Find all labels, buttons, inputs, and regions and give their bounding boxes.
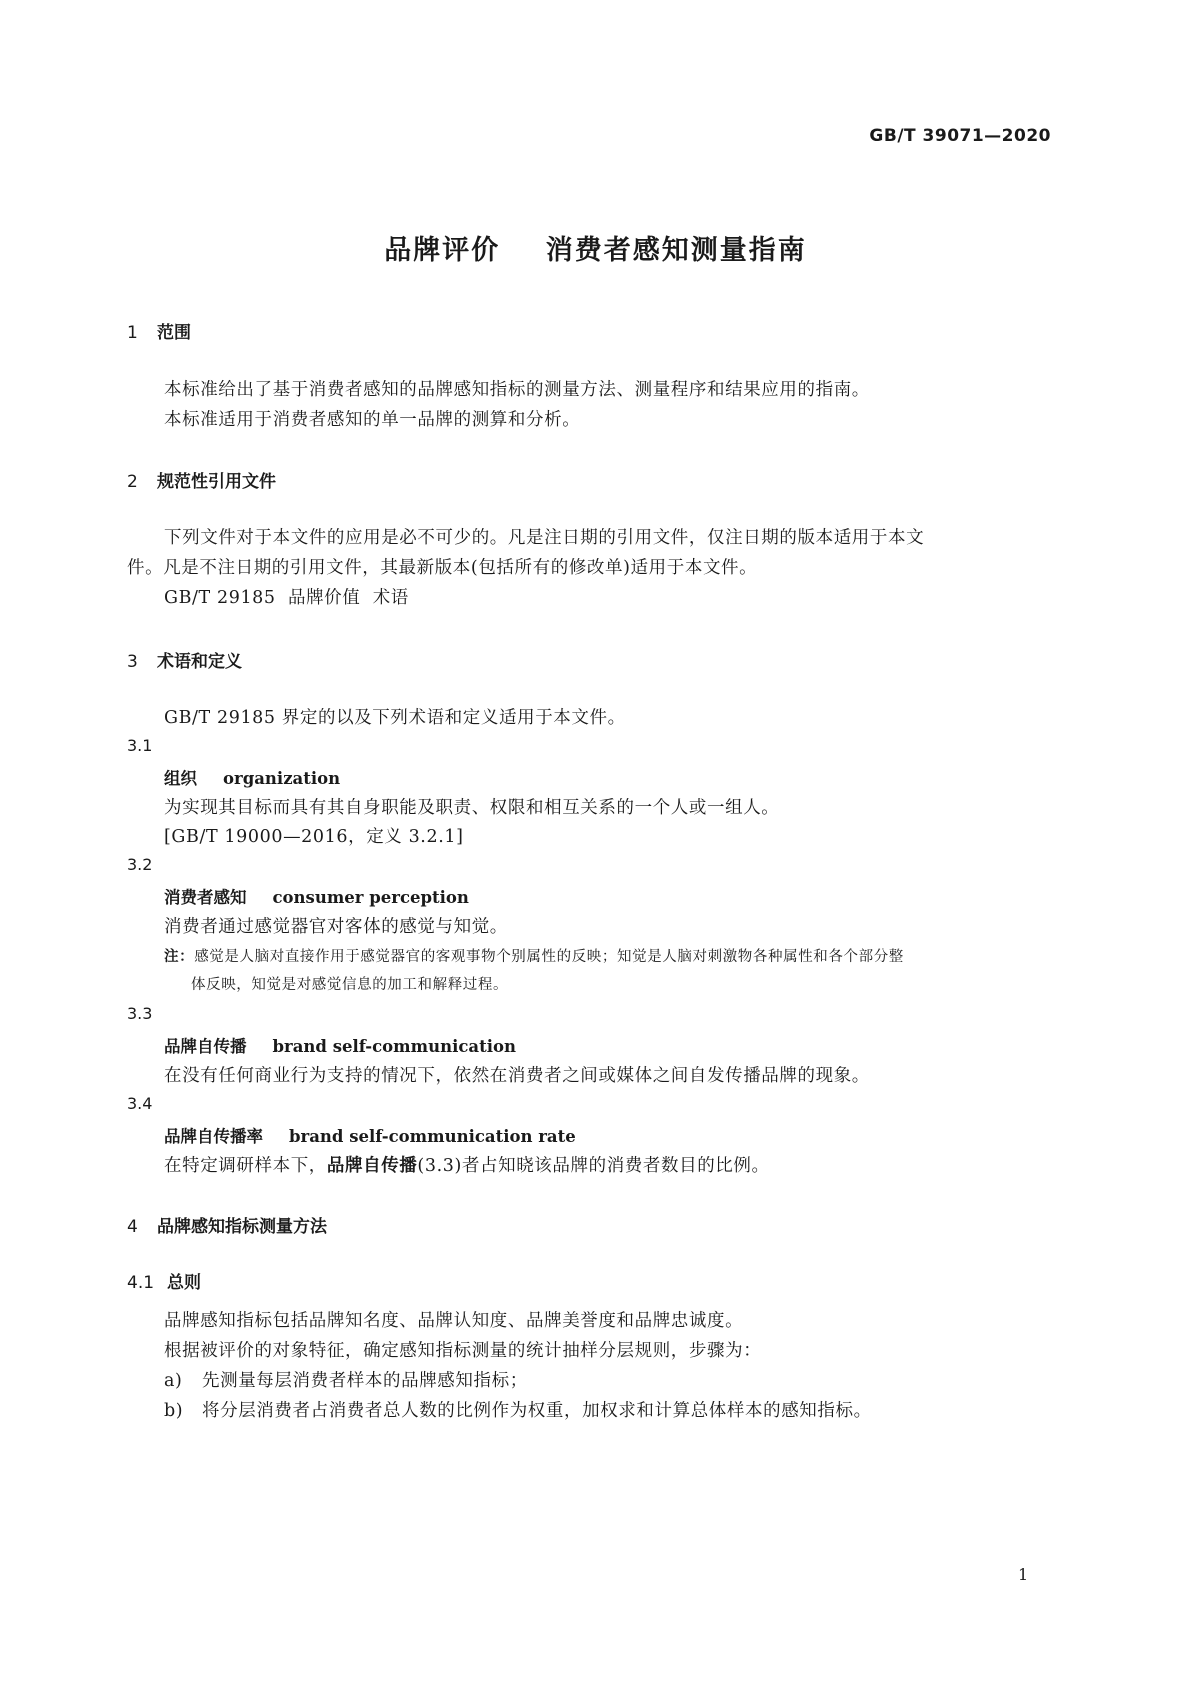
term-zh: 品牌自传播率 — [164, 1127, 263, 1146]
list-marker: b) — [164, 1401, 184, 1421]
paragraph: 品牌感知指标包括品牌知名度、品牌认知度、品牌美誉度和品牌忠诚度。 — [164, 1311, 744, 1331]
term-en: brand self-communication — [272, 1037, 516, 1056]
term-number: 3.4 — [127, 1094, 153, 1113]
section-number: 4 — [127, 1217, 138, 1237]
section-2-heading — [127, 467, 276, 492]
subsection-4-1-heading — [127, 1268, 201, 1293]
section-title: 规范性引用文件 — [157, 472, 276, 492]
section-number: 1 — [127, 323, 138, 343]
term-reference: 品牌自传播 — [326, 1156, 418, 1176]
section-number: 4.1 — [127, 1273, 155, 1293]
section-number: 3 — [127, 652, 138, 672]
document-title: 品牌评价 消费者感知测量指南 — [384, 235, 807, 266]
normative-reference: GB/T 29185 品牌价值 术语 — [164, 588, 409, 608]
term-en: organization — [223, 769, 341, 788]
term-title — [164, 1123, 576, 1147]
term-number: 3.2 — [127, 855, 153, 874]
term-zh: 消费者感知 — [164, 888, 247, 907]
note — [164, 945, 904, 966]
term-en: consumer perception — [272, 888, 469, 907]
term-definition: 为实现其目标而具有其自身职能及职责、权限和相互关系的一个人或一组人。 — [164, 798, 780, 818]
section-number: 2 — [127, 472, 138, 492]
term-title — [164, 1033, 516, 1057]
section-1-heading — [127, 318, 191, 343]
standard-code: GB/T 39071—2020 — [869, 126, 1051, 146]
term-zh: 组织 — [164, 769, 197, 788]
paragraph: 根据被评价的对象特征，确定感知指标测量的统计抽样分层规则，步骤为： — [164, 1341, 762, 1361]
note-text: 感觉是人脑对直接作用于感觉器官的客观事物个别属性的反映；知觉是人脑对刺激物各种属性和各个部分整 — [194, 949, 904, 965]
term-number: 3.1 — [127, 736, 153, 755]
section-title: 术语和定义 — [157, 652, 242, 672]
term-en: brand self-communication rate — [289, 1127, 576, 1146]
paragraph: 件。凡是不注日期的引用文件，其最新版本(包括所有的修改单)适用于本文件。 — [127, 558, 758, 578]
section-title: 品牌感知指标测量方法 — [157, 1217, 327, 1237]
paragraph: GB/T 29185 界定的以及下列术语和定义适用于本文件。 — [164, 708, 626, 728]
definition-text: (3.3)者占知晓该品牌的消费者数目的比例。 — [417, 1156, 770, 1176]
paragraph: 本标准适用于消费者感知的单一品牌的测算和分析。 — [164, 410, 581, 430]
term-definition: 在没有任何商业行为支持的情况下，依然在消费者之间或媒体之间自发传播品牌的现象。 — [164, 1066, 870, 1086]
term-title — [164, 884, 469, 908]
note-continuation: 体反映，知觉是对感觉信息的加工和解释过程。 — [191, 977, 509, 993]
term-source: [GB/T 19000—2016，定义 3.2.1] — [164, 827, 464, 847]
list-item-text: 将分层消费者占消费者总人数的比例作为权重，加权求和计算总体样本的感知指标。 — [202, 1401, 872, 1421]
term-definition — [164, 1152, 770, 1177]
page-number: 1 — [1018, 1565, 1029, 1584]
section-3-heading — [127, 647, 242, 672]
list-item-text: 先测量每层消费者样本的品牌感知指标； — [202, 1371, 528, 1391]
paragraph: 本标准给出了基于消费者感知的品牌感知指标的测量方法、测量程序和结果应用的指南。 — [164, 380, 870, 400]
list-marker: a) — [164, 1371, 183, 1391]
term-zh: 品牌自传播 — [164, 1037, 247, 1056]
term-number: 3.3 — [127, 1004, 153, 1023]
section-title: 总则 — [167, 1273, 201, 1293]
paragraph: 下列文件对于本文件的应用是必不可少的。凡是注日期的引用文件，仅注日期的版本适用于本文 — [164, 528, 925, 548]
list-item — [164, 1397, 872, 1422]
section-title: 范围 — [157, 323, 191, 343]
note-label: 注： — [164, 949, 195, 965]
section-4-heading — [127, 1212, 327, 1237]
term-title — [164, 765, 340, 789]
term-definition: 消费者通过感觉器官对客体的感觉与知觉。 — [164, 917, 508, 937]
definition-text: 在特定调研样本下， — [164, 1156, 327, 1176]
list-item — [164, 1367, 528, 1392]
